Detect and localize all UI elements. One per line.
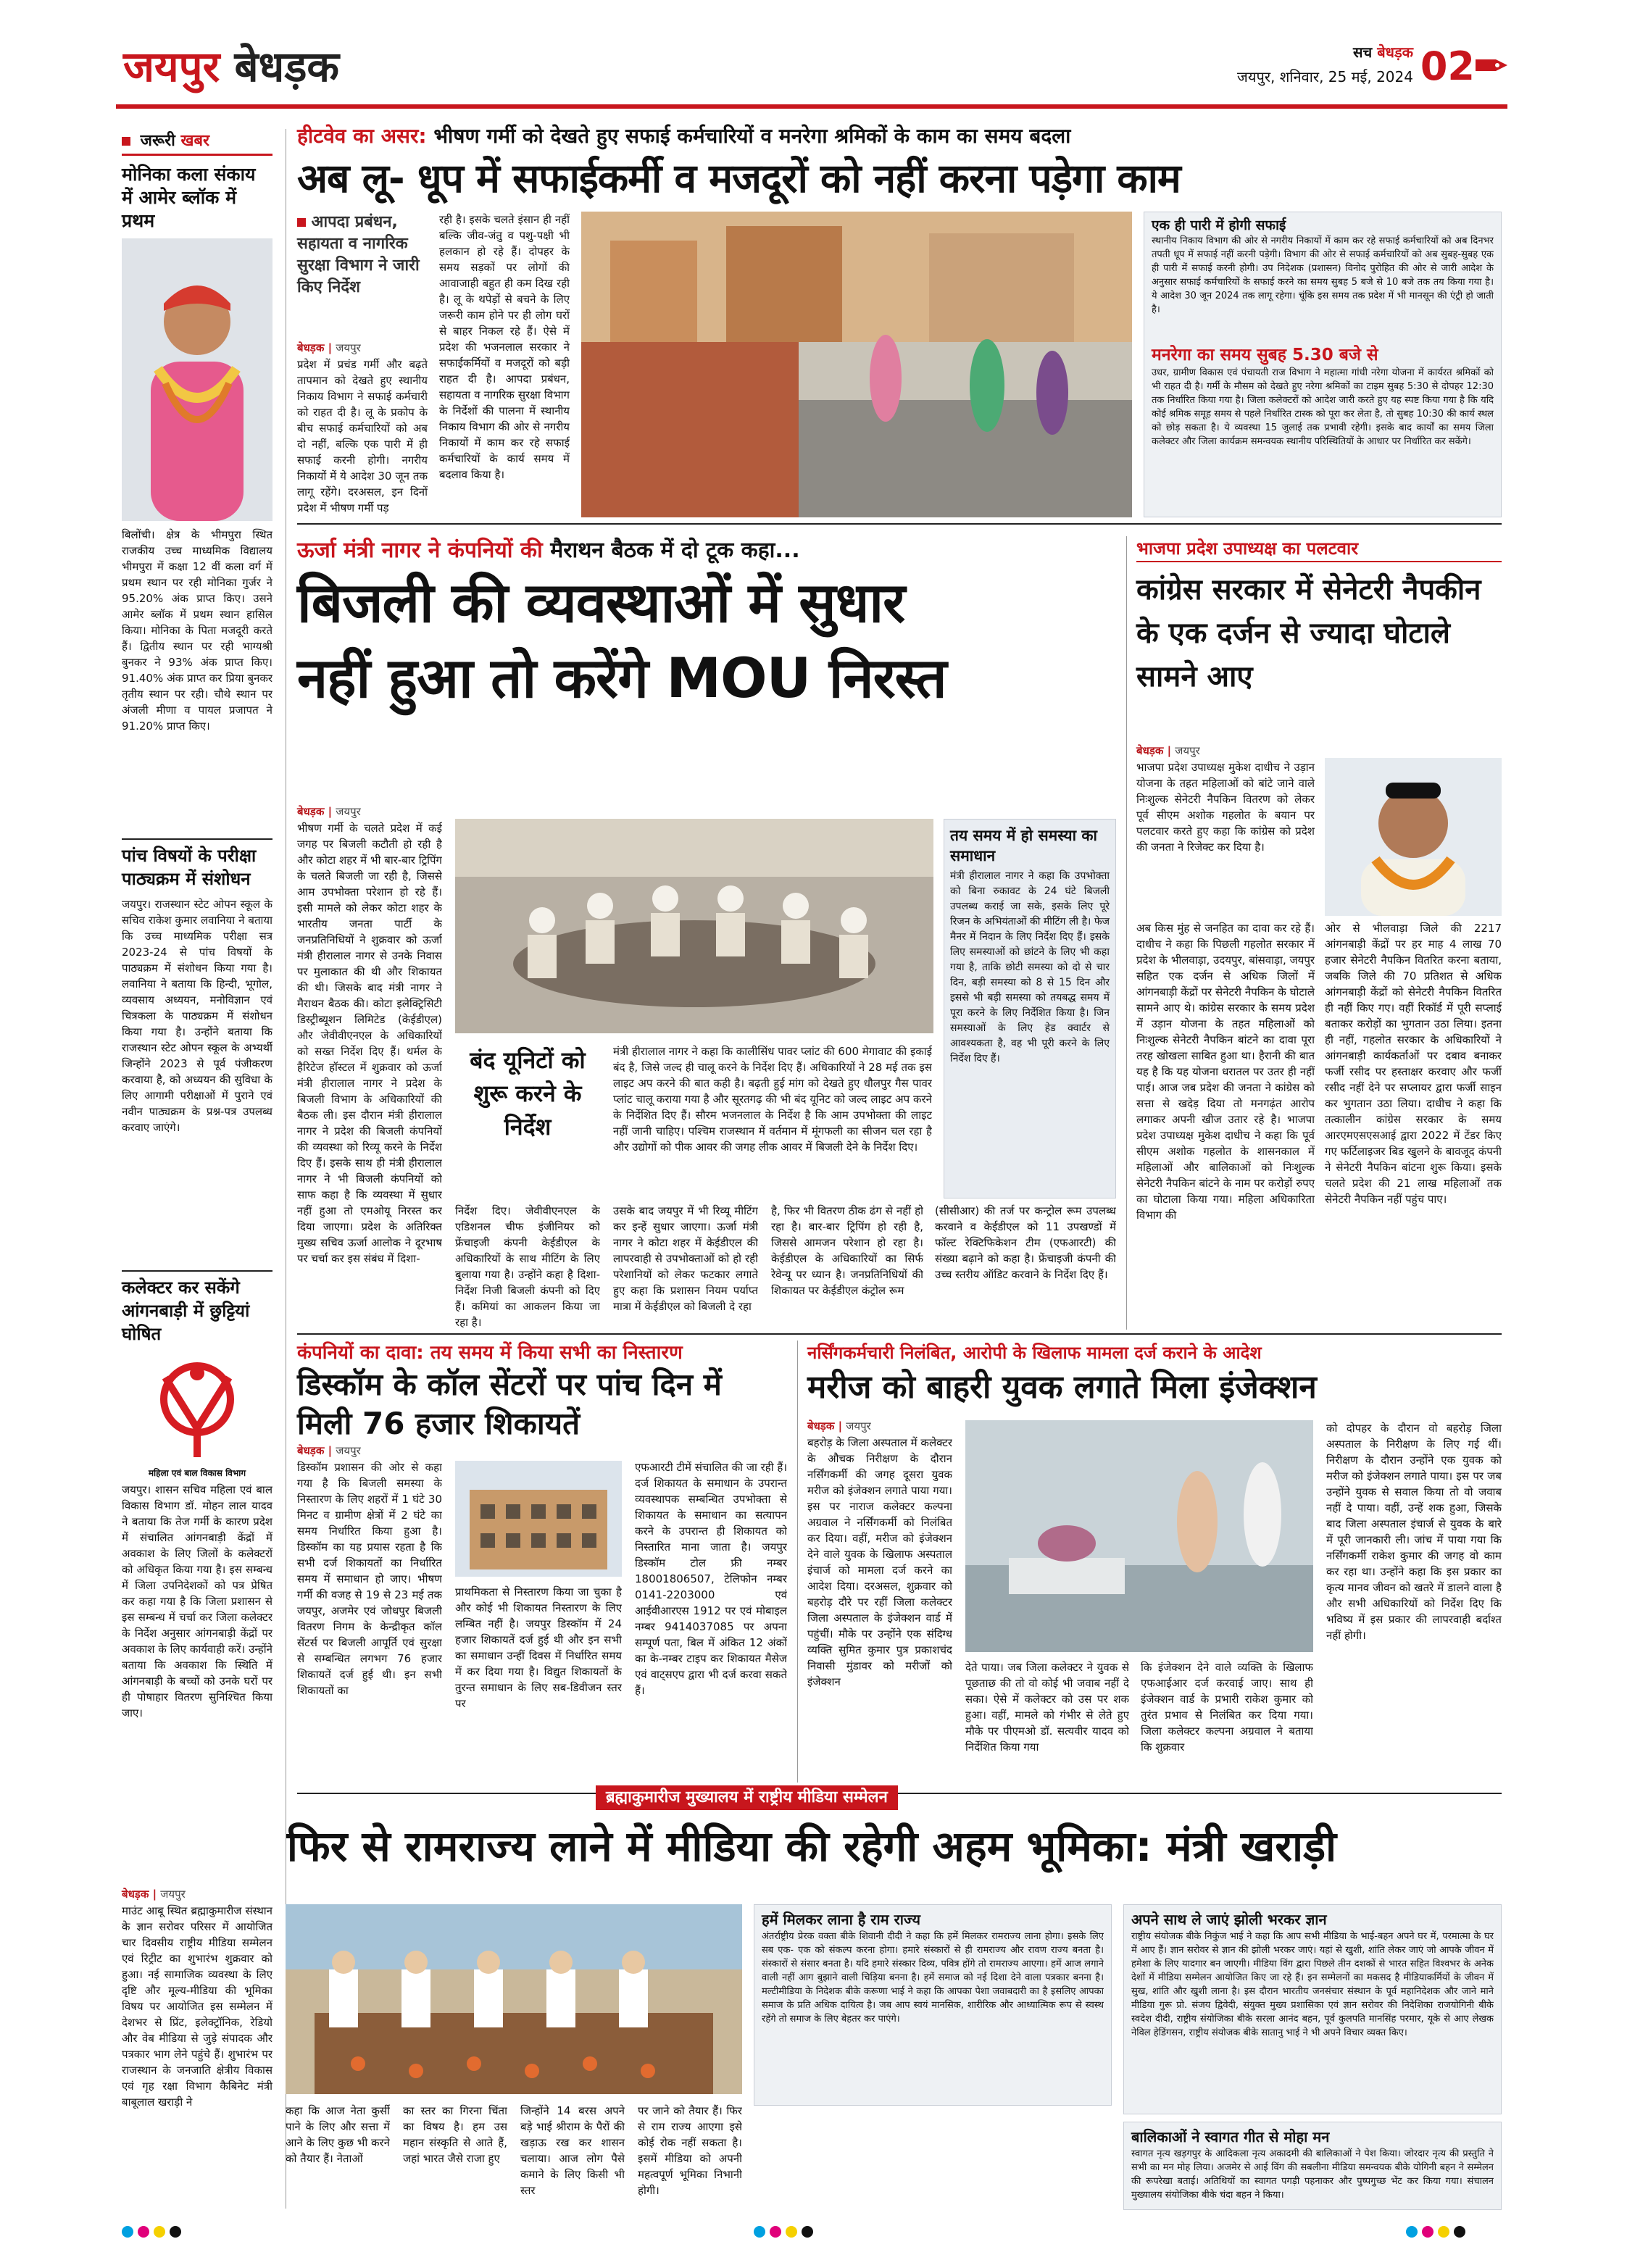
story4-col3: एफआरटी टीमें संचालित की जा रही हैं। दर्ज शिकायत के समाधान के उपरान्त व्यवस्थापक सम्बन्धित उपभोक्ता से शिकायत के समाधान का सत्यापन करने के उपरान्त ही शिकायत को निस्तारित माना जाता है। जयपुर डिस्कॉम टोल फ्री नम्बर 18001806507, टेलिफोन नम्बर 0141-2203000 एवं आईवीआरएस 1912 पर एवं मोबाइल नम्बर 9414037085 पर अपना सम्पूर्ण पता, बिल में अंकित 12 अंकों का के-नम्बर टाइप कर शिकायत मैसेज एवं वाट्सएप द्वारा भी दर्ज करवा सकते हैं। bbox=[635, 1461, 787, 1697]
story2-kicker-text: मैराथन बैठक में दो टूक कहा... bbox=[550, 538, 800, 563]
discom-building-photo bbox=[455, 1461, 622, 1577]
story3-byline-name: बेधड़क bbox=[1136, 744, 1164, 757]
byline-name: बेधड़क bbox=[297, 341, 325, 354]
story5-byline: बेधड़क | जयपुर bbox=[807, 1419, 871, 1433]
story-electricity bbox=[297, 536, 1116, 1330]
story6-box2-heading: अपने साथ ले जाएं झोली भरकर ज्ञान bbox=[1131, 1911, 1327, 1928]
story3-col1: अब किस मुंह से जनहित का दावा कर रहे हैं। दाधीच ने कहा कि पिछली गहलोत सरकार में प्रदेश के भीलवाड़ा, उदयपुर, बांसवाड़ा, जयपुर सहित एक दर्जन से अधिक जिलों में आंगनबाड़ी केंद्रों पर सेनेटरी नैपकिन के घोटाले सामने आए थे। कांग्रेस सरकार के समय प्रदेश में उड़ान योजना के तहत महिलाओं को निःशुल्क सेनेटरी नैपकिन बांटने का दावा पूरा तरह खोखला साबित हुआ था। हैरानी की बात यह है कि यह योजना धरातल पर उतर ही नहीं पाई। आज जब प्रदेश की जनता ने कांग्रेस को सत्ता से खदेड़ दिया तो मनगढ़ंत आरोप लगाकर अपनी खीज उतार रहे है। भाजपा प्रदेश उपाध्यक्ष मुकेश दाधीच ने कहा कि पूर्व सीएम अशोक गहलोत के शासनकाल में महिलाओं और बालिकाओं को निःशुल्क सेनेटरी नैपकिन बांटने के नाम पर करोड़ों रुपए का घोटाला किया गया। महिला अधिकारिता विभाग की bbox=[1136, 922, 1315, 1222]
brand-bedhadak: बेधड़क bbox=[234, 42, 339, 91]
infobox2-text: उधर, ग्रामीण विकास एवं पंचायती राज विभाग ने महात्मा गांधी नरेगा योजना में कार्यरत श्रमिकों को भी राहत दी है। गर्मी के मौसम को देखते हुए नरेगा श्रमिकों का टाइम सुबह 5:30 से दोपहर 12:30 तक निर्धारित किया गया है। जिला कलेक्टरों को आदेश जारी करते हुए यह स्पष्ट किया गया है कि यदि कोई श्रमिक समूह समय से पहले निर्धारित टास्क को पूरा कर लेता है, तो सुबह 10:30 की कार्य स्थल को छोड़ सकता है। ये व्यवस्था 15 जुलाई तक प्रभावी रहेगी। इसके बाद कार्यों का समय जिला कलेक्टर और जिला कार्यक्रम समन्वयक स्थानीय परिस्थितियों के आधार पर निर्धारित कर सकेंगे। bbox=[1152, 367, 1494, 447]
story2-headline-line2: नहीं हुआ तो करेंगे MOU निरस्त bbox=[297, 646, 946, 710]
story-heatwave bbox=[297, 123, 1502, 518]
story-discom bbox=[297, 1341, 787, 1710]
story-napkin bbox=[1136, 536, 1502, 1330]
story5-byline-name: बेधड़क bbox=[807, 1419, 835, 1433]
kicker-text: भीषण गर्मी को देखते हुए सफाई कर्मचारियों व मनरेगा श्रमिकों के काम का समय बदला bbox=[433, 124, 1071, 148]
subhead-text: आपदा प्रबंधन, सहायता व नागरिक सुरक्षा विभाग ने जारी किए निर्देश bbox=[297, 213, 420, 296]
story6-col3: का स्तर का गिरना चिंता का विषय है। हम उस महान संस्कृति से आते हैं, जहां भारत जैसे राजा हुए bbox=[403, 2104, 507, 2165]
story6-col5: पर जाने को तैयार हैं। फिर से राम राज्य आएगा इसे कोई रोक नहीं सकता है। इसमें मीडिया को अपनी महत्वपूर्ण भूमिका निभानी होगी। bbox=[638, 2104, 742, 2197]
tag-sach: सच bbox=[1353, 43, 1373, 61]
story6-col4: जिन्होंने 14 बरस अपने बड़े भाई श्रीराम के पैरों की खड़ाऊ रख कर शासन चलाया। आज लोग पैसे कमाने के लिए किसी भी स्तर bbox=[520, 2104, 625, 2197]
story6-infobox1 bbox=[754, 1904, 1112, 2106]
sidebar-story1-headline: मोनिका कला संकाय में आमेर ब्लॉक में प्रथम bbox=[122, 164, 256, 231]
story4-kicker-text: तय समय में किया सभी का निस्तारण bbox=[430, 1342, 683, 1364]
story6-box1-heading: हमें मिलकर लाना है राम राज्य bbox=[762, 1911, 920, 1928]
story3-byline: बेधड़क | जयपुर bbox=[1136, 744, 1200, 757]
story6-col2: कहा कि आज नेता कुर्सी पाने के लिए और सत्ता में आने के लिए कुछ भी करने को तैयार हैं। नेताओं bbox=[286, 2104, 390, 2165]
masthead bbox=[116, 38, 1507, 116]
story2-byline: बेधड़क | जयपुर bbox=[297, 805, 361, 818]
yellow-dot bbox=[786, 2226, 797, 2238]
sidebar-label-b: खबर bbox=[180, 132, 210, 150]
story6-byline-place: जयपुर bbox=[160, 1888, 186, 1901]
registration-marks-right bbox=[1406, 2226, 1470, 2240]
story6-box3-text: स्वागत नृत्य खड़गपुर के आदिकला नृत्य अकादमी की बालिकाओं ने पेश किया। जोरदार नृत्य की प्रस्तुति ने सभी का मन मोह लिया। अजमेर से आई विंग की सबलीना मीडिया समन्वयक बीके योगिनी बहन ने सम्मेलन की रूपरेखा बताई। अतिथियों का स्वागत पगड़ी पहनाकर और पुष्पगुच्छ भेंट कर किया गया। संचालन मुख्यालय संयोजिका बीके चंदा बहन ने किया। bbox=[1131, 2148, 1494, 2201]
masthead-rule bbox=[116, 104, 1507, 109]
story6-byline-name: बेधड़क bbox=[122, 1888, 149, 1901]
story1-subhead bbox=[297, 212, 420, 299]
story3-col-top: भाजपा प्रदेश उपाध्यक्ष मुकेश दाधीच ने उड़ान योजना के तहत महिलाओं को बांटे जाने वाले निःशुल्क सेनेटरी नैपकिन वितरण को लेकर पूर्व सीएम अशोक गहलोत के बयान पर पलटवार करते हुए कहा कि कांग्रेस को प्रदेश की जनता ने रिजेक्ट कर दिया है। bbox=[1136, 761, 1315, 854]
meeting-photo bbox=[455, 819, 933, 1033]
story4-kicker-label: कंपनियों का दावा: bbox=[297, 1342, 424, 1364]
registration-marks-left bbox=[122, 2226, 186, 2240]
story6-box1-text: अंतर्राष्ट्रीय प्रेरक वक्ता बीके शिवानी दीदी ने कहा कि हमें मिलकर रामराज्य लाना होगा। इसके लिए सब एक- एक को संकल्प करना होगा। हमारे संस्कारों से ही रामराज्य और रावण राज्य बनता है। संस्कारों से संसार बनता है। यदि हमारे संस्कार दिव्य, पवित्र होंगे तो रामराज्य आएगा। हमें आज लगाने वाली नहीं आग बुझाने वाली चिड़िया बनना है। हमें समाज को नई दिशा देने वाला पत्रकार बनना है। मल्टीमीडिया के निदेशक बीके करूणा भाई ने कहा कि आपका पेशा जवाबदारी का है इसलिए आपका समाज के प्रति अधिक दायित्व है। जब आप स्वयं मानसिक, शारीरिक और आध्यात्मिक रूप से स्वस्थ रहेंगे तो समाज के लिए बेहतर कर पाएंगे। bbox=[762, 1931, 1104, 2025]
story2-kicker bbox=[297, 536, 1116, 565]
story6-box3-heading: बालिकाओं ने स्वागत गीत से मोहा मन bbox=[1131, 2128, 1330, 2146]
story2-col5: (सीसीआर) की तर्ज पर कन्ट्रोल रूम उपलब्ध करवाने व केईडीएल को 11 उपखण्डों में फॉल्ट रेक्टिफिकेशन टीम (एफआरटी) की संख्या बढ़ाने को कहा है। फ्रेंचाइजी कंपनी की उच्च स्तरीय ऑडिट करवाने के निर्देश दिए हैं। bbox=[935, 1204, 1116, 1281]
yellow-dot bbox=[1438, 2226, 1449, 2238]
story1-byline: बेधड़क | जयपुर bbox=[297, 341, 361, 354]
story2-infobox-heading: तय समय में हो समस्या का समाधान bbox=[950, 827, 1097, 864]
story6-infobox3 bbox=[1123, 2122, 1502, 2210]
story2-pullquote: बंद यूनिटों को शुरू करने के निर्देश bbox=[470, 1046, 586, 1141]
story4-kicker bbox=[297, 1341, 787, 1365]
story2-infobox-text: मंत्री हीरालाल नागर ने कहा कि उपभोक्ता को बिना रुकावट के 24 घंटे बिजली उपलब्ध कराई जा सके, इसके लिए पूरे रिजन के अभियंताओं की मीटिंग ली है। फेज मैनर में निदान के लिए निर्देश दिए हैं। इसके लिए समस्याओं को छांटने के लिए भी कहा गया है, ताकि छोटी समस्या को दो से चार दिन, बड़ी समस्या को 8 से 15 दिन और इससे भी बड़ी समस्या को तयबद्ध समय में पूरा करने के लिए निर्देशित किया है। जिन समस्याओं के लिए हेड क्वार्टर से आवश्यकता है, वह भी पूरी करने के लिए निर्देश दिए हैं। bbox=[950, 870, 1110, 1064]
story2-headline-line1: बिजली की व्यवस्थाओं में सुधार bbox=[297, 570, 905, 635]
story6-box2-text: राष्ट्रीय संयोजक बीके निकुंज भाई ने कहा कि आप सभी मीडिया के भाई-बहन अपने घर में, परमात्मा के घर में आए हैं। ज्ञान सरोवर से ज्ञान की झोली भरकर जाएं। यहां से खुशी, शांति लेकर जाएं जो आपके जीवन में हमेशा के लिए याद‍गार बन जाएगी। मीडिया विंग द्वारा पिछले तीन दशकों से भारत सहित विश्वभर के अनेक देशों में मीडिया सम्मेलन आयोजित किए जा रहे हैं। इन सम्मेलनों का मकसद है मीडियाकर्मियों के जीवन में सुख, शांति और खुशी लाना है। इस दौरान भारतीय जनसंचार संस्थान के पूर्व महानिदेशक और जाने माने मीडिया गुरू प्रो. संजय द्विवेदी, संयुक्त मुख्य प्रशासिका एवं ज्ञान सरोवर की निदेशिका राजयोगिनी बीके स्वदेश दीदी, राष्ट्रीय संयोजिका बीके सरला आनंद बहन, पूर्व कुलपति मानसिंह परमार, यूके से आए लेखक नेविल हेडिंगसन, राष्ट्रीय संयोजक बीके सातानु भाई ने भी अपने विचार व्यक्त किए। bbox=[1131, 1931, 1494, 2038]
sweepers-photo bbox=[581, 212, 1132, 517]
story4-col1: डिस्कॉम प्रशासन की ओर से कहा गया है कि बिजली समस्या के निस्तारण के लिए शहरों में 1 घंटे 30 मिनट व ग्रामीण क्षेत्रों में 2 घंटे का समय निर्धारित किया हुआ है। डिस्कॉम का यह प्रयास रहता है कि सभी दर्ज शिकायतों का निर्धारित समय में समाधान हो जाए। भीषण गर्मी की वजह से 19 से 23 मई तक जयपुर, अजमेर एवं जोधपुर बिजली वितरण निगम के केन्द्रीकृत कॉल सेंटर्स पर बिजली आपूर्ति एवं सुरक्षा से सम्बन्धित लगभग 76 हजार शिकायतें दर्ज हुई थी। इन सभी शिकायतों का bbox=[297, 1461, 442, 1697]
story1-col1: प्रदेश में प्रचंड गर्मी और बढ़ते तापमान को देखते हुए स्थानीय निकाय विभाग ने सफाई कर्मचारी को राहत दी है। लू के प्रकोप के बीच सफाई कर्मचारियों को अब दो नहीं, बल्कि एक पारी में ही सफाई करनी होगी। नगरीय निकायों में ये आदेश 30 जून तक लागू रहेंगे। दरअसल, इन दिनों प्रदेश में भीषण गर्मी पड़ bbox=[297, 358, 428, 514]
cyan-dot bbox=[1406, 2226, 1418, 2238]
sidebar-label-a: जरूरी bbox=[140, 132, 175, 150]
story1-headline: अब लू- धूप में सफाईकर्मी व मजदूरों को नहीं करना पड़ेगा काम bbox=[297, 155, 1181, 201]
story6-col1: माउंट आबू स्थित ब्रह्माकुमारीज संस्थान के ज्ञान सरोवर परिसर में आयोजित चार दिवसीय राष्ट्रीय मीडिया सम्मेलन एवं रिट्रीट का शुभारंभ शुक्रवार को हुआ। नई सामाजिक व्यवस्था के लिए दृष्टि और मूल्य-मीडिया की भूमिका विषय पर आयोजित इस सम्मेलन में देशभर से प्रिंट, इलेक्ट्रॉनिक, रेडियो और वेब मीडिया से जुड़े संपादक और पत्रकार भाग लेने पहुंचे हैं। शुभारंभ पर राजस्थान के जनजाति क्षेत्रीय विकास एवं गृह रक्षा विभाग कैबिनेट मंत्री बाबूलाल खराड़ी ने bbox=[122, 1904, 272, 2109]
story1-col2: रही है। इसके चलते इंसान ही नहीं बल्कि जीव-जंतु व पशु-पक्षी भी हलकान हो रहे हैं। दोपहर के समय सड़कों पर लोगों की आवाजाही बहुत ही कम दिख रही है। लू के थपेड़ों से बचने के लिए जरूरी काम होने पर ही लोग घरों से बाहर निकल रहे हैं। ऐसे में प्रदेश की भजनलाल सरकार ने सफाईकर्मियों व मजदूरों को बड़ी राहत दी है। आपदा प्रबंधन, सहायता व नागरिक सुरक्षा विभाग के निर्देशों की पालना में स्थानीय निकाय विभाग की ओर से नगरीय निकायों में काम कर रहे सफाई कर्मचारियों के कार्य समय में बदलाव किया है। bbox=[439, 213, 570, 481]
story6-kicker: ब्रह्माकुमारीज मुख्यालय में राष्ट्रीय मीडिया सम्मेलन bbox=[606, 1788, 888, 1806]
sidebar-story1-body: बिलोंची। क्षेत्र के भीमपुरा स्थित राजकीय उच्च माध्यमिक विद्यालय भीमपुरा में कक्षा 12 वीं कला वर्ग में प्रथम स्थान पर रही मोनिका गुर्जर ने 95.20% अंक प्राप्त किए। उसने आमेर ब्लॉक में प्रथम स्थान हासिल किया। मोनिका के पिता मजदूरी करते हैं। द्वितीय स्थान पर रही भाग्यश्री बुनकर ने 93% अंक प्राप्त किए। 91.40% अंक प्राप्त कर प्रिया बुनकर तृतीय स्थान पर रही। चौथे स्थान पर अंजली मीणा व पायल प्रजापत ने 91.20% प्राप्त किए। bbox=[122, 528, 272, 733]
politician-photo bbox=[1325, 758, 1502, 916]
story6-headline: फिर से रामराज्य लाने में मीडिया की रहेगी अहम भूमिका: मंत्री खराड़ी bbox=[286, 1822, 1337, 1871]
infobox2-heading: मनरेगा का समय सुबह 5.30 बजे से bbox=[1152, 346, 1378, 364]
story4-headline: डिस्कॉम के कॉल सेंटरों पर पांच दिन में मिली 76 हजार शिकायतें bbox=[297, 1367, 722, 1441]
magenta-dot bbox=[138, 2226, 149, 2238]
masthead-tagline bbox=[1353, 42, 1413, 62]
sidebar-story2-headline: पांच विषयों के परीक्षा पाठ्यक्रम में संशोधन bbox=[122, 846, 257, 889]
story2-col4: है, फिर भी वितरण ठीक ढंग से नहीं हो रहा है। बार-बार ट्रिपिंग हो रही है, जिससे आमजन परेशान हो रहा है। केईडीएल के अधिकारियों का सिर्फ रेवेन्यू पर ध्यान है। जनप्रतिनिधियों की शिकायत पर केईडीएल कंट्रोल रूम bbox=[771, 1204, 923, 1297]
logo-caption: महिला एवं बाल विकास विभाग bbox=[148, 1468, 246, 1478]
story4-col2: प्राथमिकता से निस्तारण किया जा चुका है और कोई भी शिकायत निस्तारण के लिए लम्बित नहीं है। जयपुर डिस्कॉम में 24 हजार शिकायतें दर्ज हुई थी और इन सभी का समाधान उन्हीं दिवस में निर्धारित समय में कर दिया गया है। विद्युत शिकायतों के तुरन्त समाधान के लिए सब-डिवीजन स्तर पर bbox=[455, 1585, 622, 1710]
cyan-dot bbox=[122, 2226, 133, 2238]
story5-col3: कि इंजेक्शन देने वाले व्यक्ति के खिलाफ एफआईआर दर्ज करवाई जाए। साथ ही इंजेक्शन वार्ड के प्रभारी राकेश कुमार को तुरंत प्रभाव से निलंबित कर दिया गया। जिला कलेक्टर कल्पना अग्रवाल ने बताया कि शुक्रवार bbox=[1141, 1661, 1313, 1754]
story5-col4: को दोपहर के दौरान वो बहरोड़ जिला अस्पताल के निरीक्षण के लिए गई थीं। निरीक्षण के दौरान उन्होंने एक युवक को मरीज को इंजेक्शन लगाते पाया। इस पर जब उन्होंने युवक से सवाल किया तो वो जवाब नहीं दे पाया। वहीं, उन्हें शक हुआ, जिसके बाद जिला अस्पताल इंचार्ज से युवक के बारे में पूरी जानकारी ली। जांच में पाया गया कि नर्सिंगकर्मी राकेश कुमार की जगह वो काम कर रहा था। उन्होंने कहा कि इस प्रकार का कृत्य मानव जीवन को खतरे में डालने वाला है और सभी अधिकारियों को निर्देश दिए कि भविष्य में इस प्रकार की लापरवाही बर्दाश्त नहीं होगी। bbox=[1326, 1422, 1502, 1642]
story3-col2: ओर से भीलवाड़ा जिले की 2217 आंगनबाड़ी केंद्रों पर हर माह 4 लाख 70 हजार सेनेटरी नैपकिन वितरित करना बताया, जबकि जिले की 70 प्रतिशत से अधिक आंगनबाड़ी केंद्रों को सेनेटरी नैपकिन वितरित ही नहीं किए गए। वहीं रिकॉर्ड में पूरी सप्लाई बताकर करोड़ों का भुगतान उठा लिया। इतना ही नहीं, गहलोत सरकार के अधिकारियों ने आंगनबाड़ी कार्यकर्ताओं पर दबाव बनाकर फर्जी रसीद पर हस्ताक्षर करवाए और फर्जी रसीद नहीं देने पर सप्लायर द्वारा फर्जी साइन कर भुगतान उठा लिया। दाधीच ने कहा कि तत्कालीन कांग्रेस सरकार के समय आरएमएसएसआई द्वारा 2022 में टेंडर किए गए फर्टिलाइजर बिड खुलने के बावजूद कंपनी ने सेनेटरी नैपकिन बांटना शुरू किया। इसके चलते प्रदेश की 21 लाख महिलाओं तक सेनेटरी नैपकिन नहीं पहुंच पाए। bbox=[1325, 922, 1502, 1206]
student-photo bbox=[122, 238, 272, 521]
pen-nib-icon bbox=[1476, 57, 1507, 74]
brand-jaipur: जयपुर bbox=[123, 42, 220, 91]
story6-infobox2 bbox=[1123, 1904, 1502, 2114]
story5-kicker: नर्सिंगकर्मचारी निलंबित, आरोपी के खिलाफ मामला दर्ज कराने के आदेश bbox=[807, 1343, 1262, 1363]
kicker-label: हीटवेव का असर: bbox=[297, 124, 427, 148]
story3-byline-place: जयपुर bbox=[1175, 744, 1200, 757]
sidebar-story3-headline: कलेक्टर कर सकेंगे आंगनबाड़ी में छुट्टियां घोषित bbox=[122, 1277, 250, 1344]
story2-col3: उसके बाद जयपुर में भी रिव्यू मीटिंग कर इन्हें सुधार जाएगा। ऊर्जा मंत्री नागर ने कोटा शहर में केईडीएल की लापरवाही से उपभोक्ताओं को हो रही परेशानियों को लेकर फटकार लगाते हुए कहा कि प्रशासन नियम पर्याप्त मात्रा में केईडीएल को बिजली दे रहा bbox=[613, 1204, 758, 1313]
page-number: 02 bbox=[1420, 43, 1475, 89]
story2-wide-text: मंत्री हीरालाल नागर ने कहा कि कालीसिंध पावर प्लांट की 600 मेगावाट की इकाई बंद है, जिसे जल्द ही चालू करने के निर्देश दिए हैं। अधिकारियों ने 28 मई तक इस लाइट अप करने की बात कही है। बढ़ती हुई मांग को देखते हुए धौलपुर गैस पावर प्लांट चालू कराया गया है और सूरतगढ़ की भी बंद यूनिट को जल्द लाइट अप करने के निर्देशित दिए हैं। सौरम भजनलाल के निर्देश है कि आम उपभोक्ता की लाइट नहीं जानी चाहिए। पश्चिम राजस्थान में वर्तमान में मूंगफली का सीजन चल रहा है और उद्योगों को पीक आवर की जगह लीक आवर में बिजली देने के निर्देश दिए। bbox=[613, 1045, 932, 1154]
story-media-conference bbox=[122, 1819, 1502, 2210]
hospital-photo bbox=[965, 1420, 1313, 1652]
story2-kicker-label: ऊर्जा मंत्री नागर ने कंपनियों की bbox=[297, 538, 543, 563]
magenta-dot bbox=[770, 2226, 781, 2238]
story1-infobox bbox=[1144, 212, 1502, 517]
sidebar-story3-body: जयपुर। शासन सचिव महिला एवं बाल विकास विभाग डॉ. मोहन लाल यादव ने बताया कि तेज गर्मी के कारण प्रदेश में संचालित आंगनबाड़ी केंद्रों में अवकाश के लिए जिलों के कलेक्टरों को अधिकृत किया गया है। इस सम्बन्ध में जिला उपनिदेशकों को पत्र प्रेषित कर कहा गया है कि जिला प्रशासन से इस सम्बन्ध में चर्चा कर जिला कलेक्टर के निर्देश अनुसार आंगनबाड़ी केंद्रों पर अवकाश के लिए कार्यवाही करें। उन्होंने बताया कि अवकाश कि स्थिति में आंगनबाड़ी के बच्चों को उनके घरों पर ही पोषाहार वितरण सुनिश्चित किया जाए। bbox=[122, 1483, 272, 1719]
story6-kicker-banner bbox=[596, 1785, 898, 1810]
black-dot bbox=[170, 2226, 181, 2238]
sidebar-label bbox=[122, 129, 272, 156]
masthead-brand bbox=[123, 38, 339, 96]
story4-byline-name: बेधड़क bbox=[297, 1444, 325, 1457]
wcd-logo bbox=[122, 1356, 272, 1479]
conference-photo bbox=[286, 1904, 742, 2094]
story3-headline: कांग्रेस सरकार में सेनेटरी नैपकीन के एक दर्जन से ज्यादा घोटाले सामने आए bbox=[1136, 573, 1481, 693]
story4-byline: बेधड़क | जयपुर bbox=[297, 1444, 361, 1457]
tag-bedhadak: बेधड़क bbox=[1377, 43, 1413, 61]
story2-infobox bbox=[944, 819, 1116, 1198]
infobox1-heading: एक ही पारी में होगी सफाई bbox=[1152, 217, 1286, 233]
dateline: जयपुर, शनिवार, 25 मई, 2024 bbox=[1237, 68, 1413, 86]
black-dot bbox=[1454, 2226, 1465, 2238]
cyan-dot bbox=[754, 2226, 765, 2238]
story5-col2: देते पाया। जब जिला कलेक्टर ने युवक से पूछताछ की तो वो कोई भी जवाब नहीं दे सका। ऐसे में कलेक्टर को उस पर शक हुआ। वहीं, मामले को गंभीर से लेते हुए मौके पर पीएमओ डॉ. सत्यवीर यादव को निर्देशित किया गया bbox=[965, 1661, 1129, 1754]
story3-kicker: भाजपा प्रदेश उपाध्यक्ष का पलटवार bbox=[1136, 536, 1502, 562]
byline-place: जयपुर bbox=[336, 341, 361, 354]
story5-col1: बहरोड़ के जिला अस्पताल में कलेक्टर के औचक निरीक्षण के दौरान नर्सिंगकर्मी की जगह दूसरा युवक मरीज को इंजेक्शन लगाते पाया गया। इस पर नाराज कलेक्टर कल्पना अग्रवाल ने नर्सिंगकर्मी को निलंबित कर दिया। वहीं, मरीज को इंजेक्शन देने वाले युवक के खिलाफ अस्पताल इंचार्ज को मामला दर्ज करने का आदेश दिया। दरअसल, शुक्रवार को बहरोड़ दौरे पर रहीं जिला कलेक्टर जिला अस्पताल के इंजेक्शन वार्ड में पहुंचीं। मौके पर उन्होंने एक संदिग्ध व्यक्ति सुमित कुमार पुत्र प्रकाशचंद निवासी मुंडावर को मरीजों को इंजेक्शन bbox=[807, 1436, 952, 1688]
yellow-dot bbox=[154, 2226, 165, 2238]
black-dot bbox=[802, 2226, 813, 2238]
story1-kicker bbox=[297, 123, 1502, 149]
registration-marks-center bbox=[754, 2226, 817, 2240]
story4-byline-place: जयपुर bbox=[336, 1444, 361, 1457]
infobox1-text: स्थानीय निकाय विभाग की ओर से नगरीय निकायों में काम कर रहे सफाई कर्मचारियों को अब दिनभर तपती धूप में सफाई नहीं करनी पड़ेगी। विभाग की ओर से सफाई कर्मचारियों को अब सुबह-सुबह एक ही पारी में सफाई करनी होगी। उप निदेशक (प्रशासन) विनोद पुरोहित की ओर से जारी आदेश के अनुसार सफाई कर्मचारियों के सफाई करने का समय सुबह 5 बजे से 10 बजे तक तय किया गया है। ये आदेश 30 जून 2024 तक लागू रहेगा। चूंकि इस समय तक प्रदेश में भी मानसून की एंट्री हो जाती है। bbox=[1152, 235, 1494, 315]
story6-byline: बेधड़क | जयपुर bbox=[122, 1888, 186, 1901]
story2-col2: निर्देश दिए। जेवीवीएनएल के एडिशनल चीफ इंजीनियर को फ्रेंचाइजी कंपनी केईडीएल के अधिकारियों के साथ मीटिंग के लिए बुलाया गया है। उन्होंने कहा है दिशा-निर्देश निजी बिजली कंपनी को दिए हैं। कमियां का आकलन किया जा रहा है। bbox=[455, 1204, 600, 1329]
story5-headline: मरीज को बाहरी युवक लगाते मिला इंजेक्शन bbox=[807, 1369, 1317, 1406]
magenta-dot bbox=[1422, 2226, 1433, 2238]
square-icon bbox=[122, 137, 130, 146]
story2-byline-place: जयपुर bbox=[336, 805, 361, 818]
story5-byline-place: जयपुर bbox=[846, 1419, 871, 1433]
story-injection bbox=[807, 1341, 1502, 1783]
square-bullet-icon bbox=[297, 218, 306, 227]
story2-col1: भीषण गर्मी के चलते प्रदेश में कई जगह पर बिजली कटौती हो रही है और कोटा शहर में भी बार-बार ट्रिपिंग के चलते बिजली जा रही है, जिससे आम उपभोक्ता परेशान हो रहे हैं। इसी मामले को लेकर कोटा शहर के भारतीय जनता पार्टी के जनप्रतिनिधियों ने शुक्रवार को ऊर्जा मंत्री हीरालाल नागर से उनके निवास पर मुलाकात की थी और शिकायत की थी। जिसके बाद मंत्री नागर ने मैराथन बैठक की। कोटा इलेक्ट्रिसिटी डिस्ट्रीब्यूशन लिमिटेड (केईडीएल) और जेवीवीएनएल के अधिकारियों को सख्त निर्देश दिए हैं। थर्मल के हैरिटेज हॉस्टल में शुक्रवार को ऊर्जा मंत्री हीरालाल नागर ने प्रदेश के बिजली विभाग के अधिकारियों की बैठक ली। इस दौरान मंत्री हीरालाल नागर ने प्रदेश की बिजली कंपनियों की व्यवस्था को रिव्यू करने के निर्देश दिए हैं। इसके साथ ही मंत्री हीरालाल नागर ने भी बिजली कंपनियों को साफ कहा है कि व्यवस्था में सुधार नहीं हुआ तो एमओयू निरस्त कर दिया जाएगा। प्रदेश के अतिरिक्त मुख्य सचिव ऊर्जा आलोक ने दूरभाष पर चर्चा कर इस संबंध में दिशा- bbox=[297, 822, 442, 1265]
sidebar-story2-body: जयपुर। राजस्थान स्टेट ओपन स्कूल के सचिव राकेश कुमार लवानिया ने बताया कि उच्च माध्यमिक परीक्षा सत्र 2023-24 से पांच विषयों के पाठ्यक्रम में संशोधन किया गया है। लवानिया ने बताया कि हिन्दी, भूगोल, व्यवसाय अध्ययन, मनोविज्ञान एवं चित्रकला के पाठ्यक्रम में संशोधन किया गया है। उन्होंने बताया कि राजस्थान स्टेट ओपन स्कूल के अभ्यर्थी जिन्होंने 2023 से पूर्व पंजीकरण करवाया है, को अध्ययन की सुविधा के लिए आगामी परीक्षाओं में पुराने एवं नवीन पाठ्यक्रम के प्रश्न-पत्र उपलब्ध करवाए जाएंगे। bbox=[122, 898, 272, 1134]
story2-byline-name: बेधड़क bbox=[297, 805, 325, 818]
